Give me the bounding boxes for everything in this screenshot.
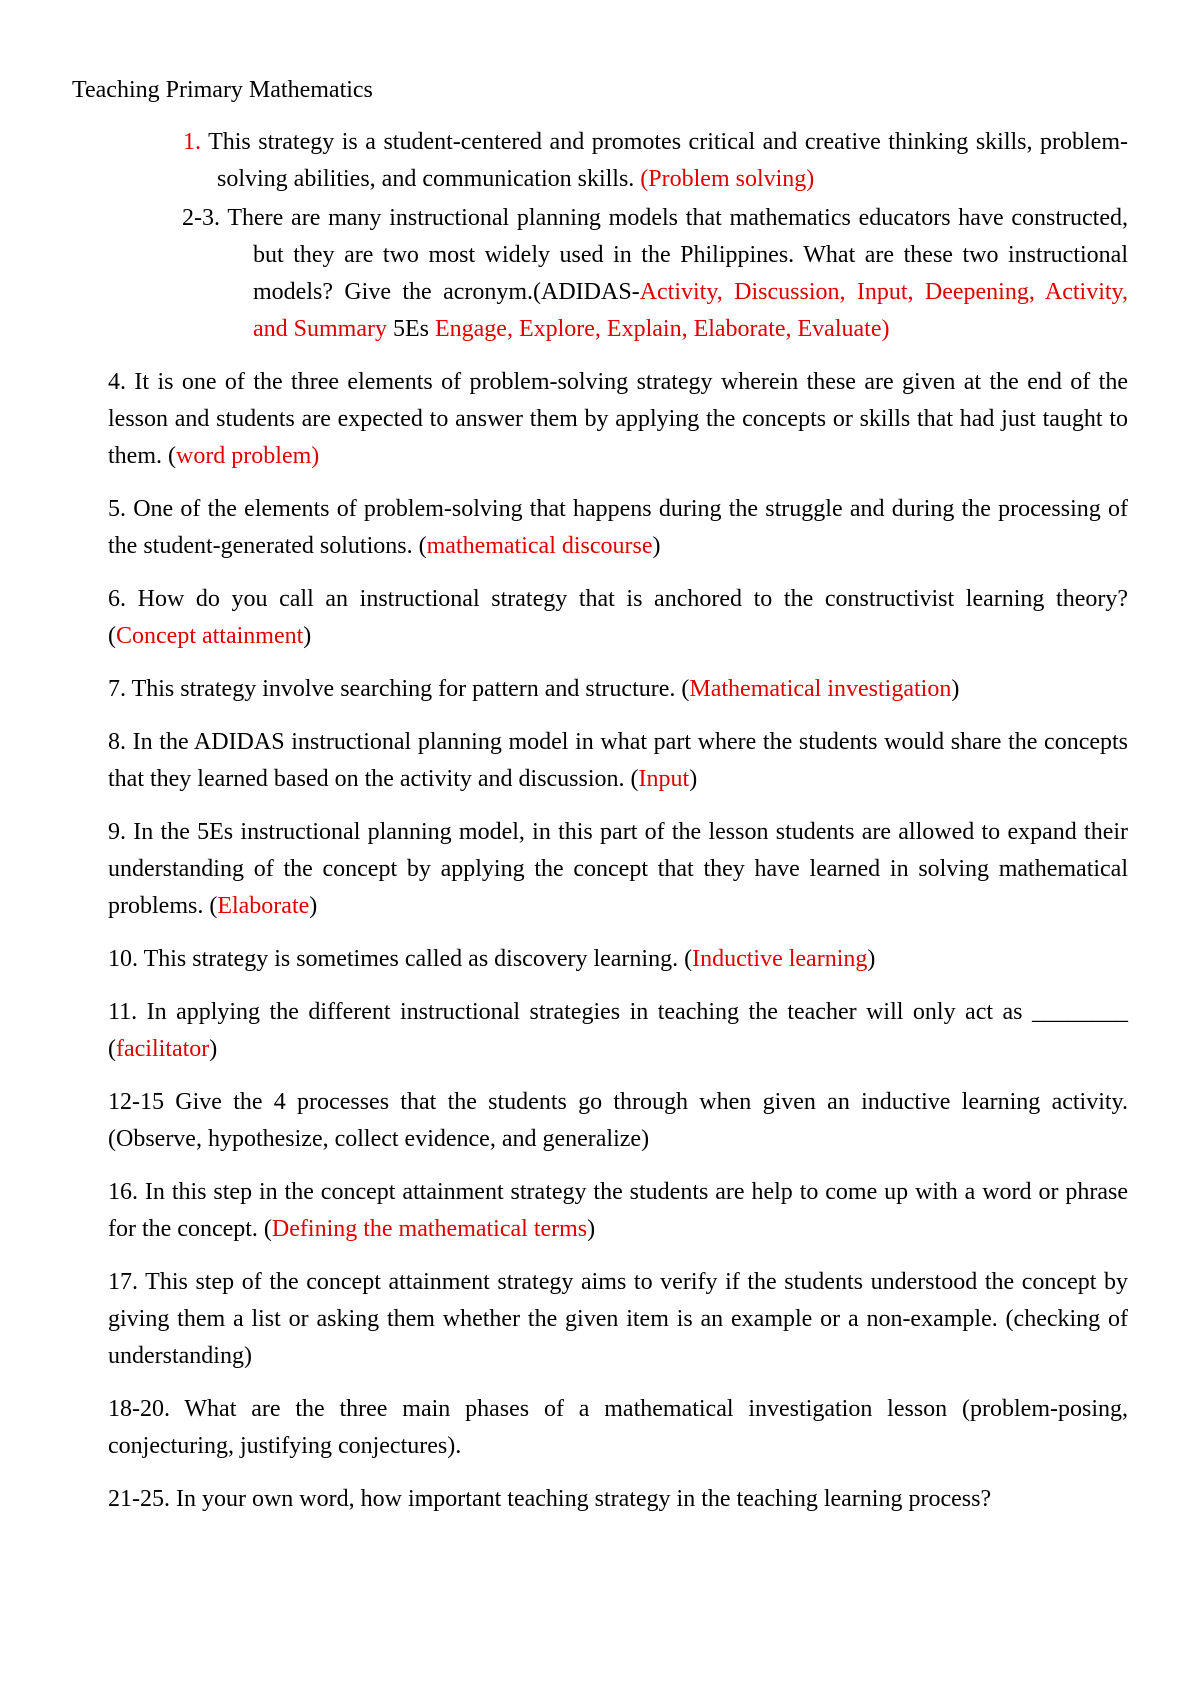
question-11-answer: facilitator — [116, 1036, 210, 1062]
question-5-answer: mathematical discourse — [426, 533, 653, 559]
question-8-answer: Input — [638, 766, 690, 792]
question-7 — [108, 671, 1128, 708]
question-4 — [108, 364, 1128, 475]
question-9-answer: Elaborate — [217, 893, 310, 919]
question-2-3-text-5es: 5Es — [386, 316, 435, 342]
question-1-number: 1. — [183, 129, 201, 155]
question-11-close: ) — [209, 1036, 218, 1062]
question-12-15: 12-15 Give the 4 processes that the students go through when given an inductive learning activity. (Observe, hypothesize, collect evidence, and generalize) — [108, 1089, 1128, 1152]
question-16 — [108, 1174, 1128, 1248]
question-7-answer: Mathematical investigation — [689, 676, 952, 702]
question-7-text: 7. This strategy involve searching for pattern and structure. ( — [108, 676, 690, 702]
question-5 — [108, 491, 1128, 565]
question-10-text: 10. This strategy is sometimes called as discovery learning. ( — [108, 946, 693, 972]
question-7-close: ) — [951, 676, 960, 702]
question-8 — [108, 724, 1128, 798]
document-title: Teaching Primary Mathematics — [72, 77, 373, 103]
question-6-text: 6. How do you call an instructional strategy that is anchored to the constructivist learning theory? ( — [108, 586, 1128, 649]
question-11-text: 11. In applying the different instructional strategies in teaching the teacher will only act as ________ ( — [108, 999, 1128, 1062]
question-9-text: 9. In the 5Es instructional planning model, in this part of the lesson students are allowed to expand their understanding of the concept by applying the concept that they have learned in solving mathematical problems. ( — [108, 819, 1128, 919]
question-2-3 — [182, 200, 1128, 348]
question-10-close: ) — [867, 946, 876, 972]
question-1-answer: (Problem solving) — [640, 166, 815, 192]
question-11 — [108, 994, 1128, 1068]
question-8-text: 8. In the ADIDAS instructional planning model in what part where the students would share the concepts that they learned based on the activity and discussion. ( — [108, 729, 1128, 792]
question-16-answer: Defining the mathematical terms — [271, 1216, 588, 1242]
question-10 — [108, 941, 1128, 978]
question-6 — [108, 581, 1128, 655]
question-4-text: 4. It is one of the three elements of problem-solving strategy wherein these are given at the end of the lesson and students are expected to answer them by applying the concepts or skills that had just taught to them. ( — [108, 369, 1128, 469]
question-1-text: This strategy is a student-centered and promotes critical and creative thinking skills, problem-solving abilities, and communication skills. — [201, 129, 1128, 192]
question-2-3-answer-adidas: Activity, Discussion, Input, Deepening, Activity, and Summary — [253, 279, 1128, 342]
question-4-answer: word problem) — [175, 443, 320, 469]
question-6-answer: Concept attainment — [116, 623, 304, 649]
question-5-text: 5. One of the elements of problem-solving that happens during the struggle and during the processing of the student-generated solutions. ( — [108, 496, 1128, 559]
question-5-close: ) — [652, 533, 661, 559]
question-2-3-text: There are many instructional planning models that mathematics educators have constructed, but they are two most widely used in the Philippines. What are these two instructional models? Give the acronym.(ADIDAS- — [220, 205, 1128, 305]
question-17: 17. This step of the concept attainment strategy aims to verify if the students understood the concept by giving them a list or asking them whether the given item is an example or a non-example. (checking of understanding) — [108, 1269, 1128, 1369]
question-6-close: ) — [303, 623, 312, 649]
question-16-text: 16. In this step in the concept attainment strategy the students are help to come up with a word or phrase for the concept. ( — [108, 1179, 1128, 1242]
question-2-3-number: 2-3. — [182, 205, 220, 231]
question-18-20: 18-20. What are the three main phases of a mathematical investigation lesson (problem-posing, conjecturing, justifying conjectures). — [108, 1396, 1128, 1459]
question-10-answer: Inductive learning — [692, 946, 868, 972]
question-1 — [183, 124, 1128, 198]
question-8-close: ) — [689, 766, 698, 792]
question-21-25: 21-25. In your own word, how important teaching strategy in the teaching learning process? — [108, 1486, 992, 1512]
question-9-close: ) — [309, 893, 318, 919]
question-9 — [108, 814, 1128, 925]
question-2-3-answer-5es: Engage, Explore, Explain, Elaborate, Evaluate) — [434, 316, 890, 342]
question-16-close: ) — [587, 1216, 596, 1242]
